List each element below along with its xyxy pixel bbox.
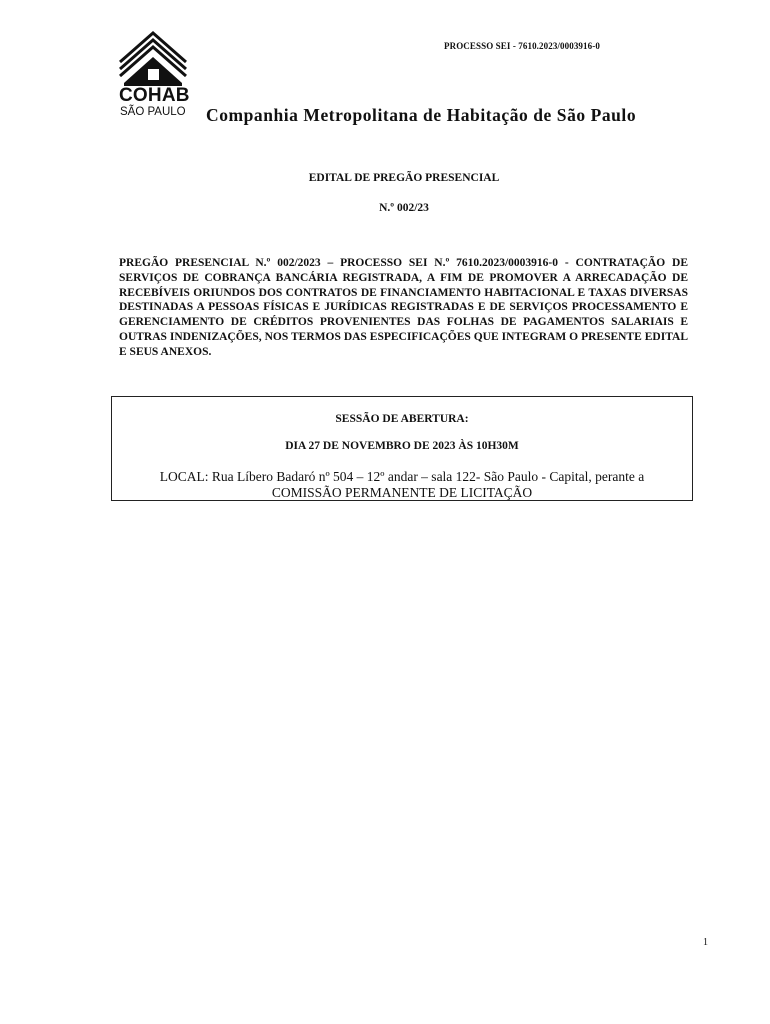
session-location-line2: COMISSÃO PERMANENTE DE LICITAÇÃO [271, 485, 533, 500]
document-title: EDITAL DE PREGÃO PRESENCIAL [308, 172, 500, 184]
session-box [111, 396, 693, 501]
session-location [112, 469, 692, 501]
processo-number: PROCESSO SEI - 7610.2023/0003916-0 [444, 41, 600, 51]
company-name: Companhia Metropolitana de Habitação de São Paulo [206, 105, 637, 125]
session-location-line1: LOCAL: Rua Líbero Badaró nº 504 – 12º andar – sala 122- São Paulo - Capital, perante a [159, 469, 645, 484]
document-summary: PREGÃO PRESENCIAL N.º 002/2023 – PROCESSO SEI N.º 7610.2023/0003916-0 - CONTRATAÇÃO DE SERVIÇOS DE COBRANÇA BANCÁRIA REGISTRADA, A FIM DE PROMOVER A ARRECADAÇÃO DE RECEBÍVEIS ORIUNDOS DOS CONTRATOS DE FINANCIAMENTO HABITACIONAL E TAXAS DIVERSAS DESTINADAS A PESSOAS FÍSICAS E JURÍDICAS REGISTRADAS E DE SERVIÇOS PROCESSAMENTO E GERENCIAMENTO DE CRÉDITOS PROVENIENTES DAS FOLHAS DE PAGAMENTOS SALARIAIS E OUTRAS INDENIZAÇÕES, NOS TERMOS DAS ESPECIFICAÇÕES QUE INTEGRAM O PRESENTE EDITAL E SEUS ANEXOS. [119, 257, 688, 358]
document-number: N.º 002/23 [379, 202, 429, 214]
logo-text-sao-paulo: SÃO PAULO [120, 106, 186, 118]
logo-text-cohab: COHAB [119, 85, 190, 106]
page-number: 1 [703, 937, 708, 948]
session-label: SESSÃO DE ABERTURA: [335, 413, 469, 425]
session-date: DIA 27 DE NOVEMBRO DE 2023 ÀS 10H30M [285, 440, 519, 452]
